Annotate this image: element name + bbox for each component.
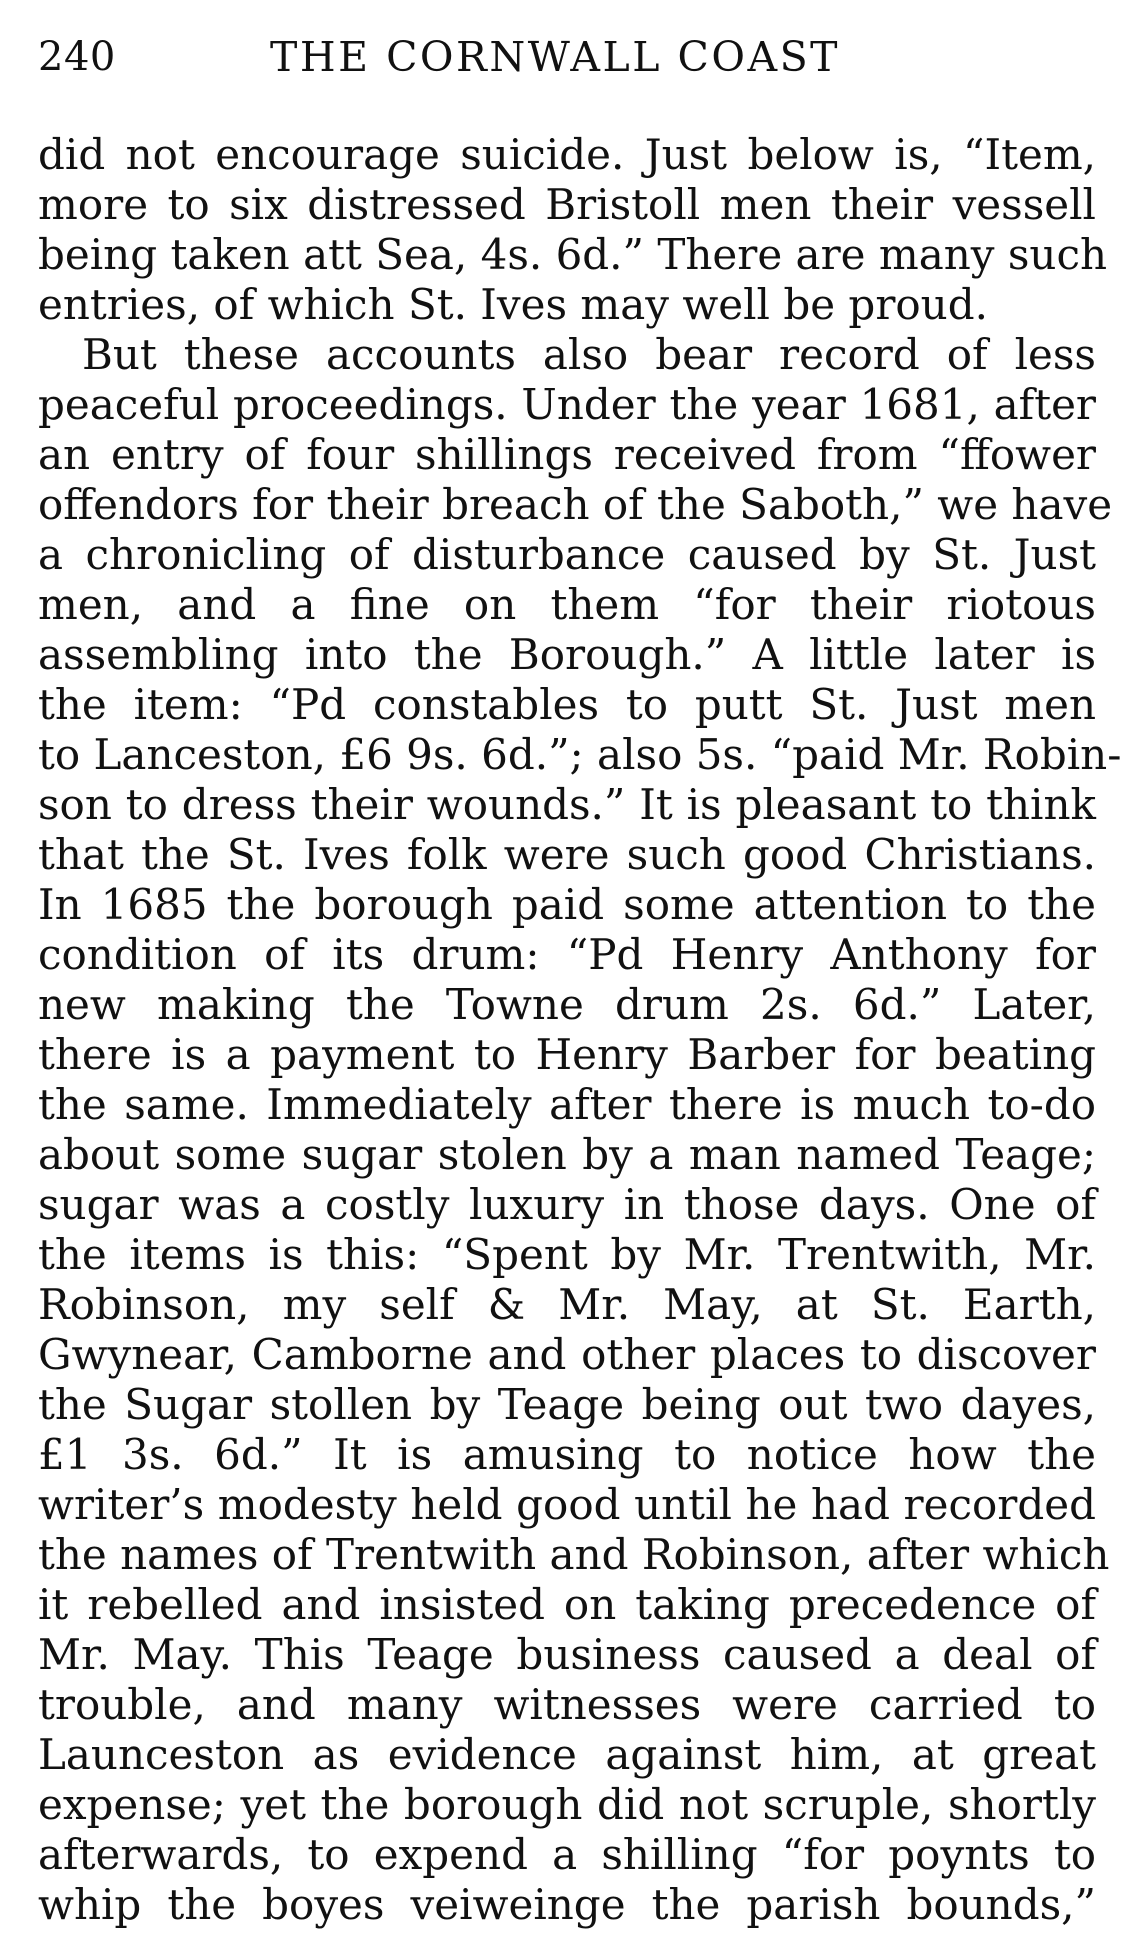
text-line: an entry of four shillings received from “ffower [38, 430, 1096, 479]
text-line: to Lanceston, £6 9s. 6d.”; also 5s. “paid Mr. Robin- [38, 730, 1122, 779]
text-line: the items is this: “Spent by Mr. Trentwith, Mr. [38, 1230, 1096, 1279]
text-line: more to six distressed Bristoll men their vessell [38, 180, 1096, 229]
text-line: being taken att Sea, 4s. 6d.” There are many such [38, 230, 1108, 279]
text-line: that the St. Ives folk were such good Christians. [38, 830, 1096, 879]
text-line: offendors for their breach of the Saboth,” we have [38, 480, 1113, 529]
running-title: THE CORNWALL COAST [270, 33, 841, 81]
text-line: did not encourage suicide. Just below is, “Item, [38, 130, 1096, 179]
text-line: the item: “Pd constables to putt St. Just men [38, 680, 1096, 729]
text-line: In 1685 the borough paid some attention to the [38, 880, 1096, 929]
text-line: Launceston as evidence against him, at great [38, 1730, 1096, 1779]
text-line: entries, of which St. Ives may well be proud. [38, 280, 988, 329]
text-line: men, and a fine on them “for their riotous [38, 580, 1096, 629]
text-line: afterwards, to expend a shilling “for poynts to [38, 1830, 1096, 1879]
text-line: the names of Trentwith and Robinson, after which [38, 1530, 1110, 1579]
text-line: it rebelled and insisted on taking precedence of [38, 1580, 1096, 1629]
text-line: new making the Towne drum 2s. 6d.” Later, [38, 980, 1096, 1029]
text-line: son to dress their wounds.” It is pleasant to think [38, 780, 1096, 829]
body-text [38, 130, 1122, 1930]
text-line: sugar was a costly luxury in those days. One of [38, 1180, 1096, 1229]
text-line: there is a payment to Henry Barber for beating [38, 1030, 1096, 1079]
text-line: trouble, and many witnesses were carried to [38, 1680, 1096, 1729]
text-line: condition of its drum: “Pd Henry Anthony for [38, 930, 1096, 979]
text-line: £1 3s. 6d.” It is amusing to notice how the [38, 1430, 1096, 1479]
text-line: the same. Immediately after there is much to-do [38, 1080, 1096, 1129]
text-line: whip the boyes veiweinge the parish bounds,” [38, 1880, 1096, 1929]
text-line: But these accounts also bear record of less [82, 330, 1096, 379]
text-line: peaceful proceedings. Under the year 1681, after [38, 380, 1096, 429]
text-line: a chronicling of disturbance caused by St. Just [38, 530, 1096, 579]
text-line: Mr. May. This Teage business caused a deal of [38, 1630, 1096, 1679]
page-number: 240 [38, 34, 116, 80]
page-header [38, 32, 1088, 82]
text-line: expense; yet the borough did not scruple, shortly [38, 1780, 1096, 1829]
text-line: the Sugar stollen by Teage being out two dayes, [38, 1380, 1096, 1429]
text-line: about some sugar stolen by a man named Teage; [38, 1130, 1096, 1179]
text-line: Gwynear, Camborne and other places to discover [38, 1330, 1096, 1379]
text-line: assembling into the Borough.” A little later is [38, 630, 1096, 679]
text-line: writer’s modesty held good until he had recorded [38, 1480, 1096, 1529]
text-line: Robinson, my self & Mr. May, at St. Earth, [38, 1280, 1096, 1329]
